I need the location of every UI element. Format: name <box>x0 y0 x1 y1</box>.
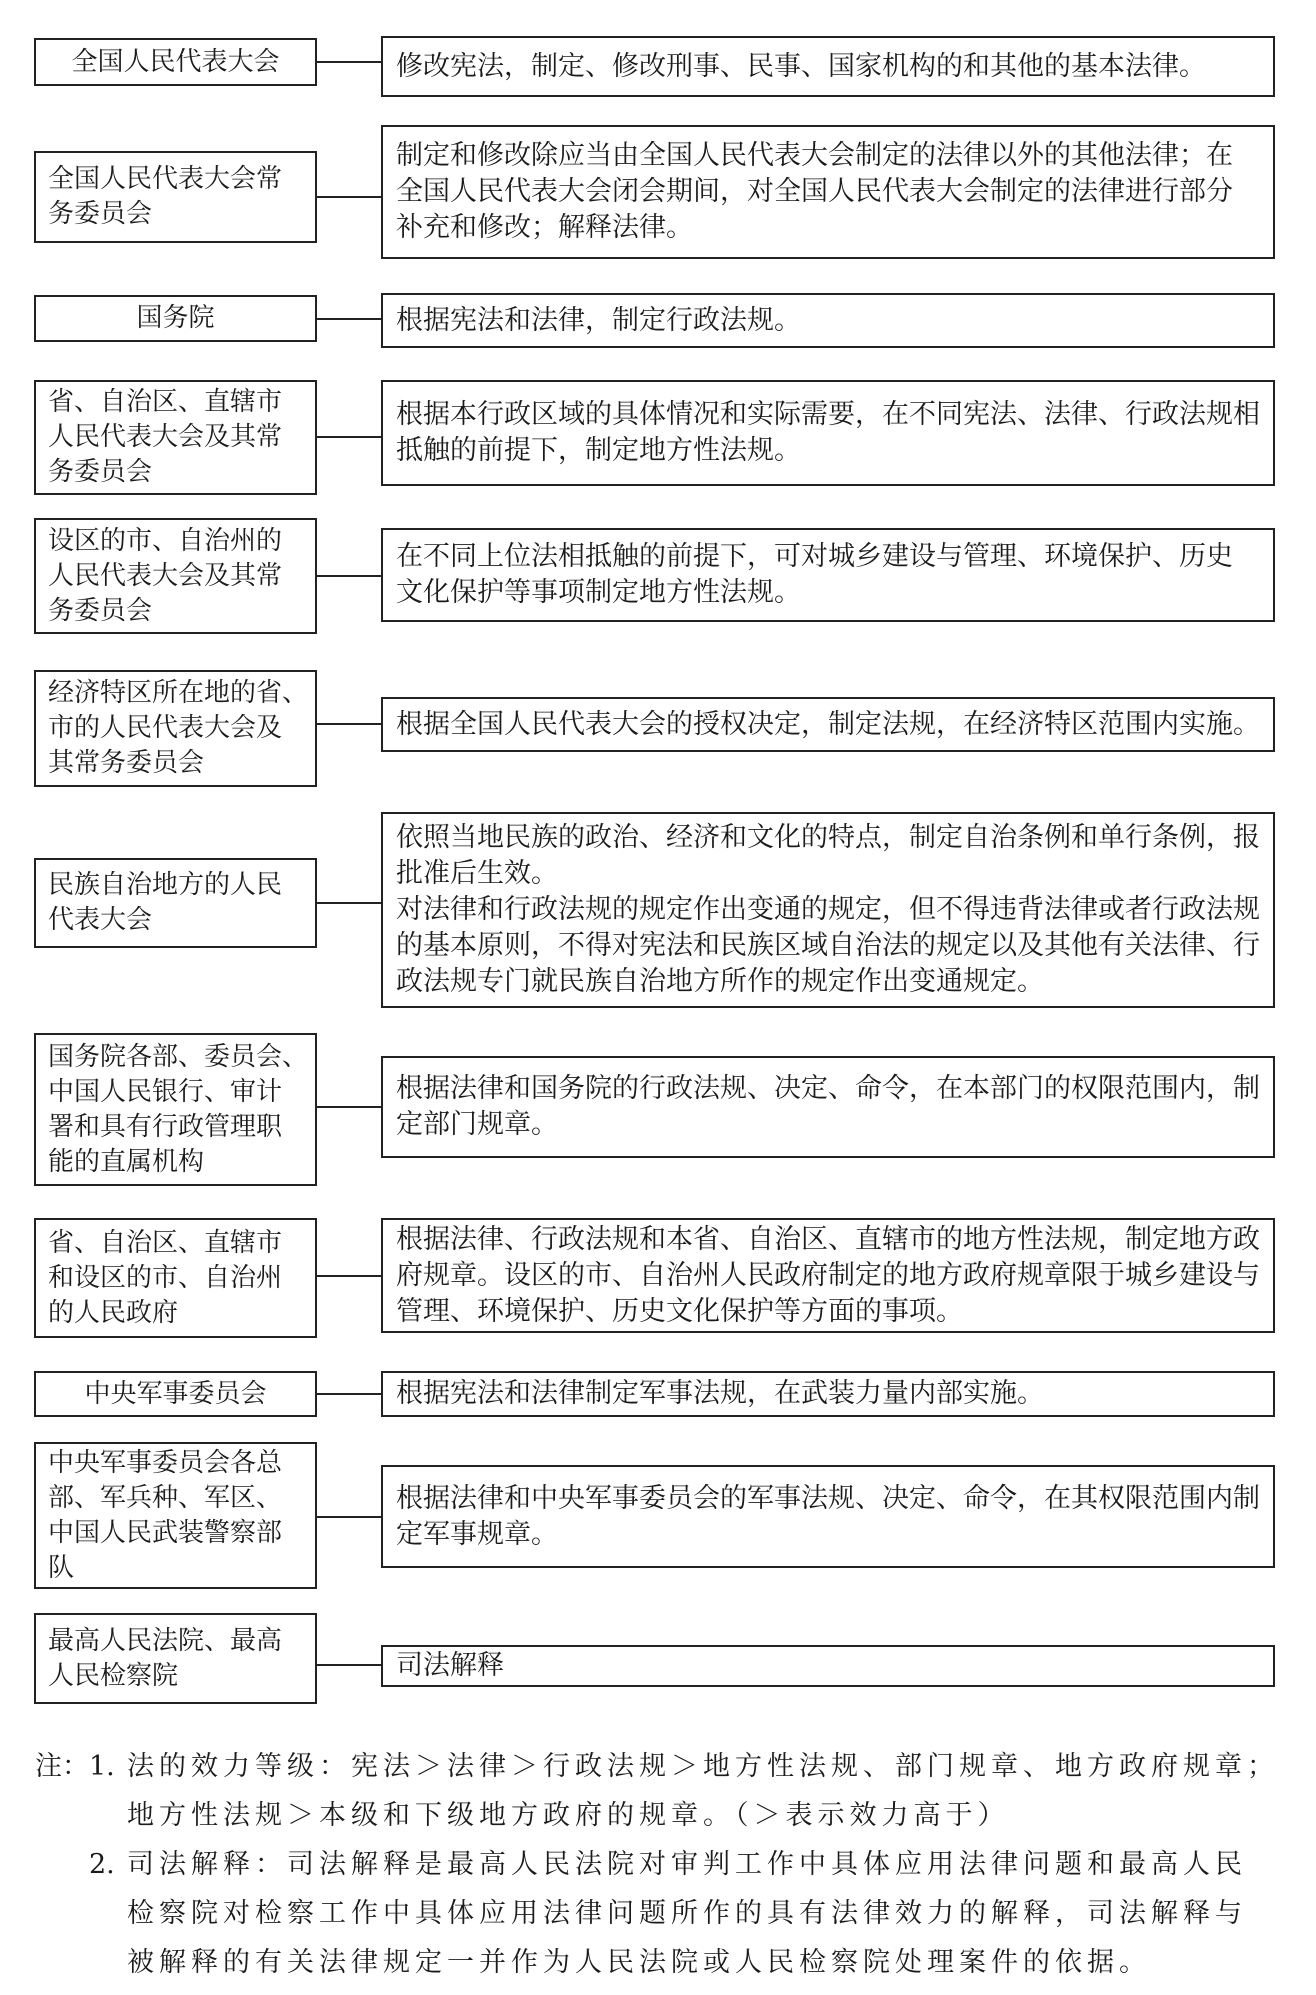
connector-line <box>317 436 381 438</box>
body-box-provincial-congress <box>34 380 317 495</box>
body-box-sez-congress <box>34 670 317 787</box>
power-text: 司法解释 <box>396 1650 504 1681</box>
body-name: 经济特区所在地的省、 市的人民代表大会及 其常务委员会 <box>48 678 309 778</box>
notes-label: 注： <box>35 1751 89 1782</box>
connector-line <box>317 575 381 577</box>
power-text: 修改宪法，制定、修改刑事、民事、国家机构的和其他的基本法律。 <box>396 50 1206 82</box>
connector-line <box>317 61 381 63</box>
note-text-judicial-interpretation: 司法解释：司法解释是最高人民法院对审判工作中具体应用法律问题和最高人民 检察院对检察工作中具体应用法律问题所作的具有法律效力的解释，司法解释与 被解释的有关法律规定一并作为人民法院或人民检察院处理案件的依据。 <box>127 1849 1247 1978</box>
power-box-ethnic-autonomous-congress <box>381 812 1275 1008</box>
power-text: 在不同上位法相抵触的前提下，可对城乡建设与管理、环境保护、历史 文化保护等事项制定地方性法规。 <box>396 541 1233 608</box>
power-text: 根据法律和国务院的行政法规、决定、命令，在本部门的权限范围内，制 定部门规章。 <box>396 1073 1260 1140</box>
body-name: 全国人民代表大会常 务委员会 <box>48 164 283 229</box>
power-box-city-prefecture-congress <box>381 528 1275 622</box>
body-box-central-military-commission <box>34 1371 317 1417</box>
note-number: 2. <box>89 1849 115 1880</box>
body-name: 国务院各部、委员会、 中国人民银行、审计 署和具有行政管理职 能的直属机构 <box>48 1041 309 1177</box>
power-box-supreme-court-procuratorate <box>381 1645 1275 1687</box>
connector-line <box>317 1275 381 1277</box>
power-box-npc <box>381 36 1275 97</box>
body-box-local-governments <box>34 1218 317 1338</box>
power-text: 依照当地民族的政治、经济和文化的特点，制定自治条例和单行条例，报 批准后生效。 对法律和行政法规的规定作出变通的规定，但不得违背法律或者行政法规 的基本原则，不得对宪法和民族区域自治法的规定以及其他有关法律、行 政法规专门就民族自治地方所作的规定作出变通规定。 <box>396 822 1260 997</box>
power-box-provincial-congress <box>381 380 1275 486</box>
body-name: 省、自治区、直辖市 和设区的市、自治州 的人民政府 <box>48 1227 283 1328</box>
power-box-state-council <box>381 293 1275 348</box>
body-box-state-council <box>34 295 317 342</box>
body-box-city-prefecture-congress <box>34 518 317 634</box>
connector-line <box>317 1393 381 1395</box>
connector-line <box>317 1664 381 1666</box>
power-text: 根据全国人民代表大会的授权决定，制定法规，在经济特区范围内实施。 <box>396 708 1260 740</box>
body-name: 最高人民法院、最高 人民检察院 <box>48 1625 283 1691</box>
power-box-npc-standing-committee <box>381 125 1275 259</box>
power-text: 根据法律和中央军事委员会的军事法规、决定、命令，在其权限范围内制 定军事规章。 <box>396 1482 1260 1550</box>
body-name: 全国人民代表大会 <box>71 46 280 77</box>
power-text: 根据本行政区域的具体情况和实际需要，在不同宪法、法律、行政法规相 抵触的前提下，制定地方性法规。 <box>396 399 1260 466</box>
body-box-npc-standing-committee <box>34 151 317 243</box>
connector-line <box>317 1106 381 1108</box>
connector-line <box>317 723 381 725</box>
power-text: 制定和修改除应当由全国人民代表大会制定的法律以外的其他法律；在 全国人民代表大会闭会期间，对全国人民代表大会制定的法律进行部分 补充和修改；解释法律。 <box>396 140 1233 243</box>
body-box-npc <box>34 38 317 86</box>
body-box-ethnic-autonomous-congress <box>34 858 317 948</box>
note-text-effect-hierarchy: 法的效力等级：宪法＞法律＞行政法规＞地方性法规、部门规章、地方政府规章； 地方性法规＞本级和下级地方政府的规章。（＞表示效力高于） <box>127 1751 1279 1831</box>
power-box-sez-congress <box>381 697 1275 752</box>
body-name: 民族自治地方的人民 代表大会 <box>48 870 283 935</box>
power-text: 根据法律、行政法规和本省、自治区、直辖市的地方性法规，制定地方政 府规章。设区的市、自治州人民政府制定的地方政府规章限于城乡建设与 管理、环境保护、历史文化保护等方面的事项。 <box>396 1223 1260 1327</box>
note-number: 1. <box>89 1751 115 1782</box>
connector-line <box>317 1516 381 1518</box>
body-box-state-council-departments <box>34 1033 317 1186</box>
connector-line <box>317 318 381 320</box>
body-name: 中央军事委员会 <box>84 1378 267 1409</box>
body-box-supreme-court-procuratorate <box>34 1613 317 1704</box>
power-text: 根据宪法和法律制定军事法规，在武装力量内部实施。 <box>396 1378 1044 1409</box>
body-box-cmc-departments <box>34 1442 317 1589</box>
power-text: 根据宪法和法律，制定行政法规。 <box>396 304 801 336</box>
connector-line <box>317 902 381 904</box>
power-box-cmc-departments <box>381 1465 1275 1568</box>
power-box-state-council-departments <box>381 1056 1275 1158</box>
power-box-local-governments <box>381 1218 1275 1333</box>
connector-line <box>317 196 381 198</box>
power-box-central-military-commission <box>381 1371 1275 1417</box>
body-name: 中央军事委员会各总 部、军兵种、军区、 中国人民武装警察部 队 <box>48 1447 283 1583</box>
body-name: 国务院 <box>136 303 215 333</box>
body-name: 省、自治区、直辖市 人民代表大会及其常 务委员会 <box>48 387 283 487</box>
body-name: 设区的市、自治州的 人民代表大会及其常 务委员会 <box>48 525 283 626</box>
